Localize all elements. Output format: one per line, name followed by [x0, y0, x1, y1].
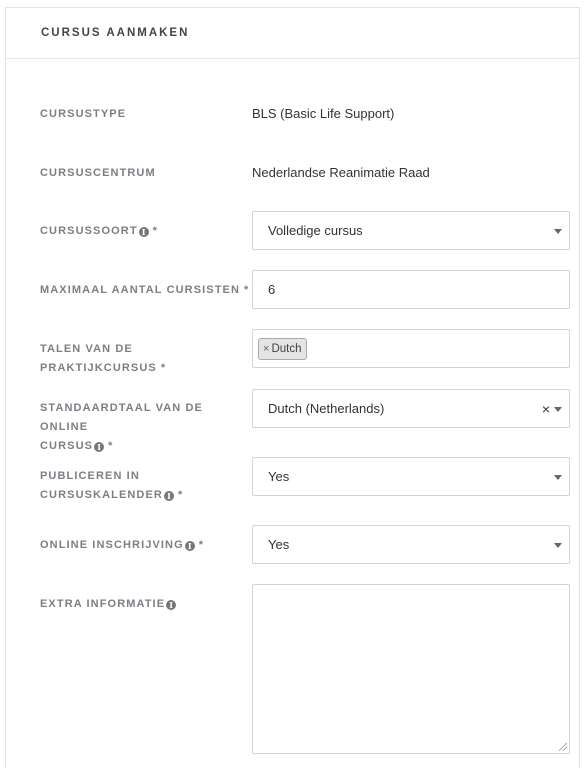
talen-multiselect[interactable] — [252, 329, 570, 368]
row-online-inschrijving — [40, 525, 572, 564]
max-cursisten-label — [40, 281, 252, 300]
info-icon[interactable]: I — [139, 227, 149, 237]
row-max-cursisten — [40, 270, 572, 309]
row-cursuscentrum — [40, 164, 572, 184]
cursussoort-label — [40, 222, 252, 241]
cursustype-label — [40, 105, 252, 124]
cursuscentrum-label-text: CURSUSCENTRUM — [40, 167, 156, 179]
cursustype-value: BLS (Basic Life Support) — [252, 106, 395, 121]
online-inschrijving-label-text: ONLINE INSCHRIJVING — [40, 539, 184, 551]
info-icon[interactable]: I — [185, 541, 195, 551]
chevron-down-icon[interactable] — [554, 407, 562, 412]
publiceren-label-line2: CURSUSKALENDER — [40, 489, 163, 501]
standaardtaal-label-line2: CURSUS — [40, 440, 94, 452]
max-cursisten-input[interactable] — [252, 270, 570, 309]
close-icon[interactable]: × — [541, 400, 550, 417]
cursustype-label-text: CURSUSTYPE — [40, 108, 127, 120]
extra-informatie-textarea[interactable] — [252, 584, 570, 754]
max-cursisten-value: 6 — [268, 282, 276, 297]
cursussoort-select[interactable] — [252, 211, 570, 250]
max-cursisten-label-text: MAXIMAAL AANTAL CURSISTEN — [40, 284, 241, 296]
standaardtaal-label-line1: STANDAARDTAAL VAN DE ONLINE — [40, 402, 203, 433]
row-extra-informatie — [40, 584, 572, 754]
cursussoort-selected-value: Volledige cursus — [268, 223, 363, 238]
publiceren-label-line1: PUBLICEREN IN — [40, 470, 140, 482]
chevron-down-icon[interactable] — [554, 543, 562, 548]
talen-label — [40, 340, 252, 378]
info-icon[interactable]: I — [166, 600, 176, 610]
row-cursustype — [40, 105, 572, 125]
tag-remove-icon[interactable]: × — [263, 342, 270, 355]
publiceren-select[interactable] — [252, 457, 570, 496]
publiceren-selected-value: Yes — [268, 469, 290, 484]
info-icon[interactable]: I — [164, 491, 174, 501]
panel-header — [6, 8, 579, 59]
online-inschrijving-select[interactable] — [252, 525, 570, 564]
standaardtaal-selected-value: Dutch (Netherlands) — [268, 401, 385, 416]
extra-informatie-label — [40, 595, 252, 614]
extra-informatie-label-text: EXTRA INFORMATIE — [40, 598, 166, 610]
publiceren-label — [40, 467, 252, 505]
required-marker: * — [244, 284, 249, 296]
required-marker: * — [152, 225, 157, 237]
row-publiceren — [40, 457, 572, 505]
row-talen — [40, 329, 572, 374]
online-inschrijving-label — [40, 536, 252, 555]
resize-grip-icon[interactable] — [559, 743, 567, 751]
required-marker: * — [198, 539, 204, 551]
cursuscentrum-label — [40, 164, 252, 183]
page-title: CURSUS AANMAKEN — [41, 27, 190, 39]
language-tag-label: Dutch — [271, 342, 302, 355]
row-standaardtaal — [40, 389, 572, 452]
create-course-panel — [5, 7, 580, 768]
standaardtaal-label — [40, 399, 252, 456]
info-icon[interactable]: I — [94, 442, 104, 452]
required-marker: * — [108, 440, 113, 452]
standaardtaal-select[interactable] — [252, 389, 570, 428]
talen-label-text: TALEN VAN DE PRAKTIJKCURSUS — [40, 343, 157, 374]
chevron-down-icon[interactable] — [554, 229, 562, 234]
row-cursussoort — [40, 211, 572, 250]
language-tag — [258, 338, 307, 360]
required-marker: * — [160, 362, 166, 374]
required-marker: * — [177, 489, 183, 501]
cursussoort-label-text: CURSUSSOORT — [40, 225, 138, 237]
chevron-down-icon[interactable] — [554, 475, 562, 480]
cursuscentrum-value: Nederlandse Reanimatie Raad — [252, 165, 430, 180]
online-inschrijving-selected-value: Yes — [268, 537, 290, 552]
